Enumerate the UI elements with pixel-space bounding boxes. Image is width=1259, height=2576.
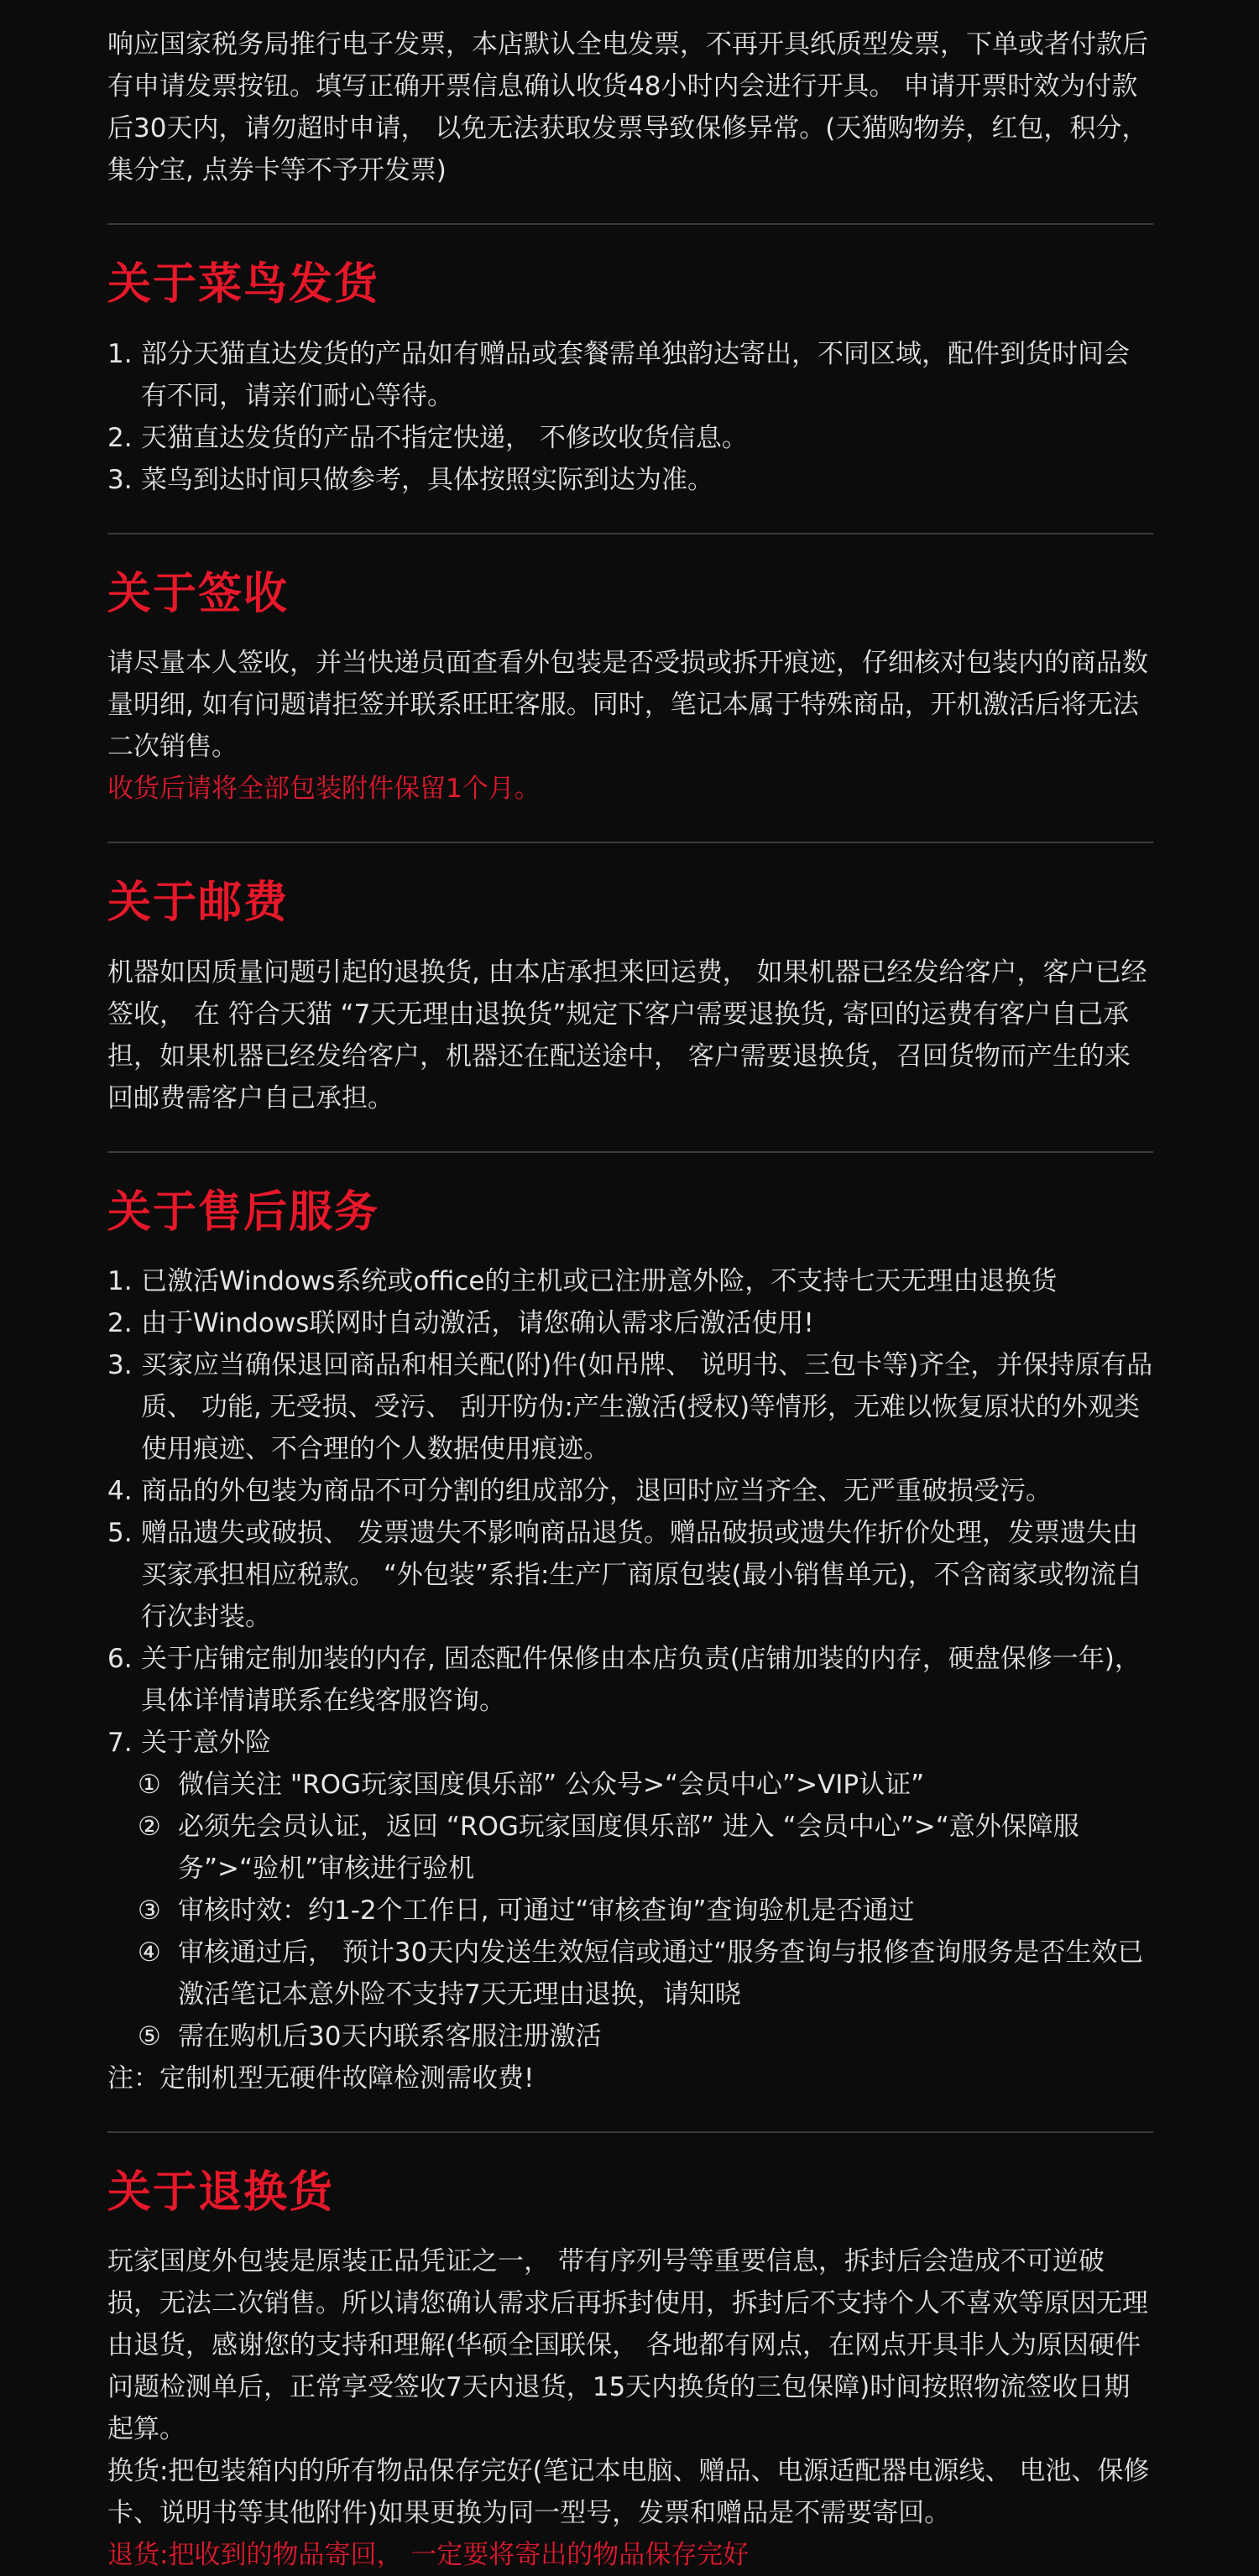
list-item (107, 1344, 1153, 1470)
item-number: 7. (107, 1727, 133, 1758)
sub-list-item (107, 1764, 1153, 1806)
section-paragraph: 换货:把包装箱内的所有物品保存完好(笔记本电脑、赠品、电源适配器电源线、 电池、保修卡、说明书等其他附件)如果更换为同一型号，发票和赠品是不需要寄回。 (107, 2456, 1150, 2529)
section-paragraph: 请尽量本人签收，并当快递员面查看外包装是否受损或拆开痕迹，仔细核对包装内的商品数量明细, 如有问题请拒签并联系旺旺客服。同时，笔记本属于特殊商品，开机激活后将无法二次销售。 (107, 648, 1148, 763)
item-number: 1. (107, 338, 133, 369)
section-heading (107, 0, 1153, 2)
item-text: 审核时效：约1-2个工作日, 可通过“审核查询”查询验机是否通过 (178, 1895, 915, 1926)
list-item (107, 333, 1153, 417)
list-item (107, 459, 1153, 501)
note-text: 注：定制机型无硬件故障检测需收费! (107, 2062, 535, 2094)
sub-list-item (107, 1806, 1153, 1890)
item-number: 4. (107, 1475, 133, 1506)
item-text: 赠品遗失或破损、 发票遗失不影响商品退货。赠品破损或遗失作折价处理，发票遗失由买家承担相应税款。 “外包装”系指:生产厂商原包装(最小销售单元)，不含商家或物流自行次封装。 (141, 1517, 1142, 1632)
item-text: 需在购机后30天内联系客服注册激活 (178, 2021, 602, 2052)
list-item (107, 1512, 1153, 1638)
red-notice: 收货后请将全部包装附件保留1个月。 (107, 774, 541, 805)
divider (107, 533, 1153, 534)
section-signing (107, 568, 1153, 810)
red-notice: 退货:把收到的物品寄回， 一定要将寄出的物品保存完好 (107, 2540, 750, 2571)
section-paragraph: 机器如因质量问题引起的退换货, 由本店承担来回运费， 如果机器已经发给客户，客户已经签收， 在 符合天猫 “7天无理由退换货”规定下客户需要退换货, 寄回的运费有客户自己承担，如果机器已经发给客户，机器还在配送途中， 客户需要退换货，召回货物而产生的来回邮费需客户自己承担。 (107, 957, 1147, 1113)
item-text: 必须先会员认证，返回 “ROG玩家国度俱乐部” 进入 “会员中心”>“意外保障服务”>“验机”审核进行验机 (178, 1811, 1079, 1884)
item-text: 天猫直达发货的产品不指定快递， 不修改收货信息。 (141, 422, 748, 453)
item-number: 3. (107, 464, 133, 495)
section-paragraph: 响应国家税务局推行电子发票，本店默认全电发票，不再开具纸质型发票，下单或者付款后有申请发票按钮。填写正确开票信息确认收货48小时内会进行开具。 申请开票时效为付款后30天内，请勿超时申请， 以免无法获取发票导致保修异常。(天猫购物券，红包，积分，集分宝, 点券卡等不予开发票) (107, 29, 1148, 186)
sub-list-item (107, 2015, 1153, 2057)
list-item (107, 1302, 1153, 1344)
section-postage (107, 877, 1153, 1119)
divider (107, 842, 1153, 843)
item-number: 1. (107, 1265, 133, 1296)
item-text: 菜鸟到达时间只做参考，具体按照实际到达为准。 (141, 464, 713, 495)
sub-list-item (107, 1932, 1153, 2015)
item-text: 审核通过后， 预计30天内发送生效短信或通过“服务查询与报修查询服务是否生效已激活笔记本意外险不支持7天无理由退换，请知晓 (178, 1937, 1144, 2010)
section-after-sales (107, 1186, 1153, 2099)
sub-list (107, 1764, 1153, 2057)
item-number: 5. (107, 1517, 133, 1548)
item-text: 微信关注 "ROG玩家国度俱乐部” 公众号>“会员中心”>VIP认证” (178, 1769, 925, 1800)
item-text: 买家应当确保退回商品和相关配(附)件(如吊牌、 说明书、三包卡等)齐全，并保持原有品质、 功能, 无受损、受污、 刮开防伪:产生激活(授权)等情形，无难以恢复原状的外观类使用痕迹、不合理的个人数据使用痕迹。 (141, 1349, 1153, 1464)
circled-number: ④ (138, 1937, 161, 1968)
circled-number: ⑤ (138, 2021, 161, 2052)
item-text: 商品的外包装为商品不可分割的组成部分，退回时应当齐全、无严重破损受污。 (141, 1475, 1052, 1506)
list-item (107, 1638, 1153, 1722)
list-item (107, 1722, 1153, 1764)
item-text: 已激活Windows系统或office的主机或已注册意外险，不支持七天无理由退换货 (141, 1265, 1058, 1296)
list-item (107, 1470, 1153, 1512)
item-number: 2. (107, 1307, 133, 1338)
section-heading: 关于邮费 (107, 878, 290, 929)
list-item (107, 1260, 1153, 1302)
sub-list-item (107, 1890, 1153, 1932)
item-text: 关于意外险 (141, 1727, 271, 1758)
section-returns (107, 2167, 1153, 2576)
item-number: 2. (107, 422, 133, 453)
page (107, 0, 1153, 2576)
divider (107, 2131, 1153, 2133)
circled-number: ① (138, 1769, 161, 1800)
section-cainiao-shipping (107, 258, 1153, 500)
section-paragraph: 玩家国度外包装是原装正品凭证之一， 带有序列号等重要信息，拆封后会造成不可逆破损，无法二次销售。所以请您确认需求后再拆封使用，拆封后不支持个人不喜欢等原因无理由退货，感谢您的支持和理解(华硕全国联保， 各地都有网点，在网点开具非人为原因硬件问题检测单后，正常享受签收7天内退货，15天内换货的三包保障)时间按照物流签收日期起算。 (107, 2246, 1148, 2445)
section-heading: 关于签收 (107, 568, 290, 619)
item-text: 部分天猫直达发货的产品如有赠品或套餐需单独韵达寄出，不同区域，配件到货时间会有不同，请亲们耐心等待。 (141, 338, 1130, 411)
divider (107, 223, 1153, 225)
circled-number: ③ (138, 1895, 161, 1926)
item-text: 关于店铺定制加装的内存, 固态配件保修由本店负责(店铺加装的内存，硬盘保修一年)，具体详情请联系在线客服咨询。 (141, 1643, 1141, 1716)
item-number: 6. (107, 1643, 133, 1674)
section-heading: 关于菜鸟发货 (107, 259, 380, 310)
section-heading: 关于售后服务 (107, 1186, 380, 1238)
numbered-list (107, 333, 1153, 501)
list-item (107, 417, 1153, 459)
item-text: 由于Windows联网时自动激活，请您确认需求后激活使用! (141, 1307, 814, 1338)
divider (107, 1151, 1153, 1153)
numbered-list (107, 1260, 1153, 1764)
section-heading: 关于退换货 (107, 2167, 335, 2218)
item-number: 3. (107, 1349, 133, 1380)
section-invoice (107, 0, 1153, 191)
circled-number: ② (138, 1811, 161, 1842)
